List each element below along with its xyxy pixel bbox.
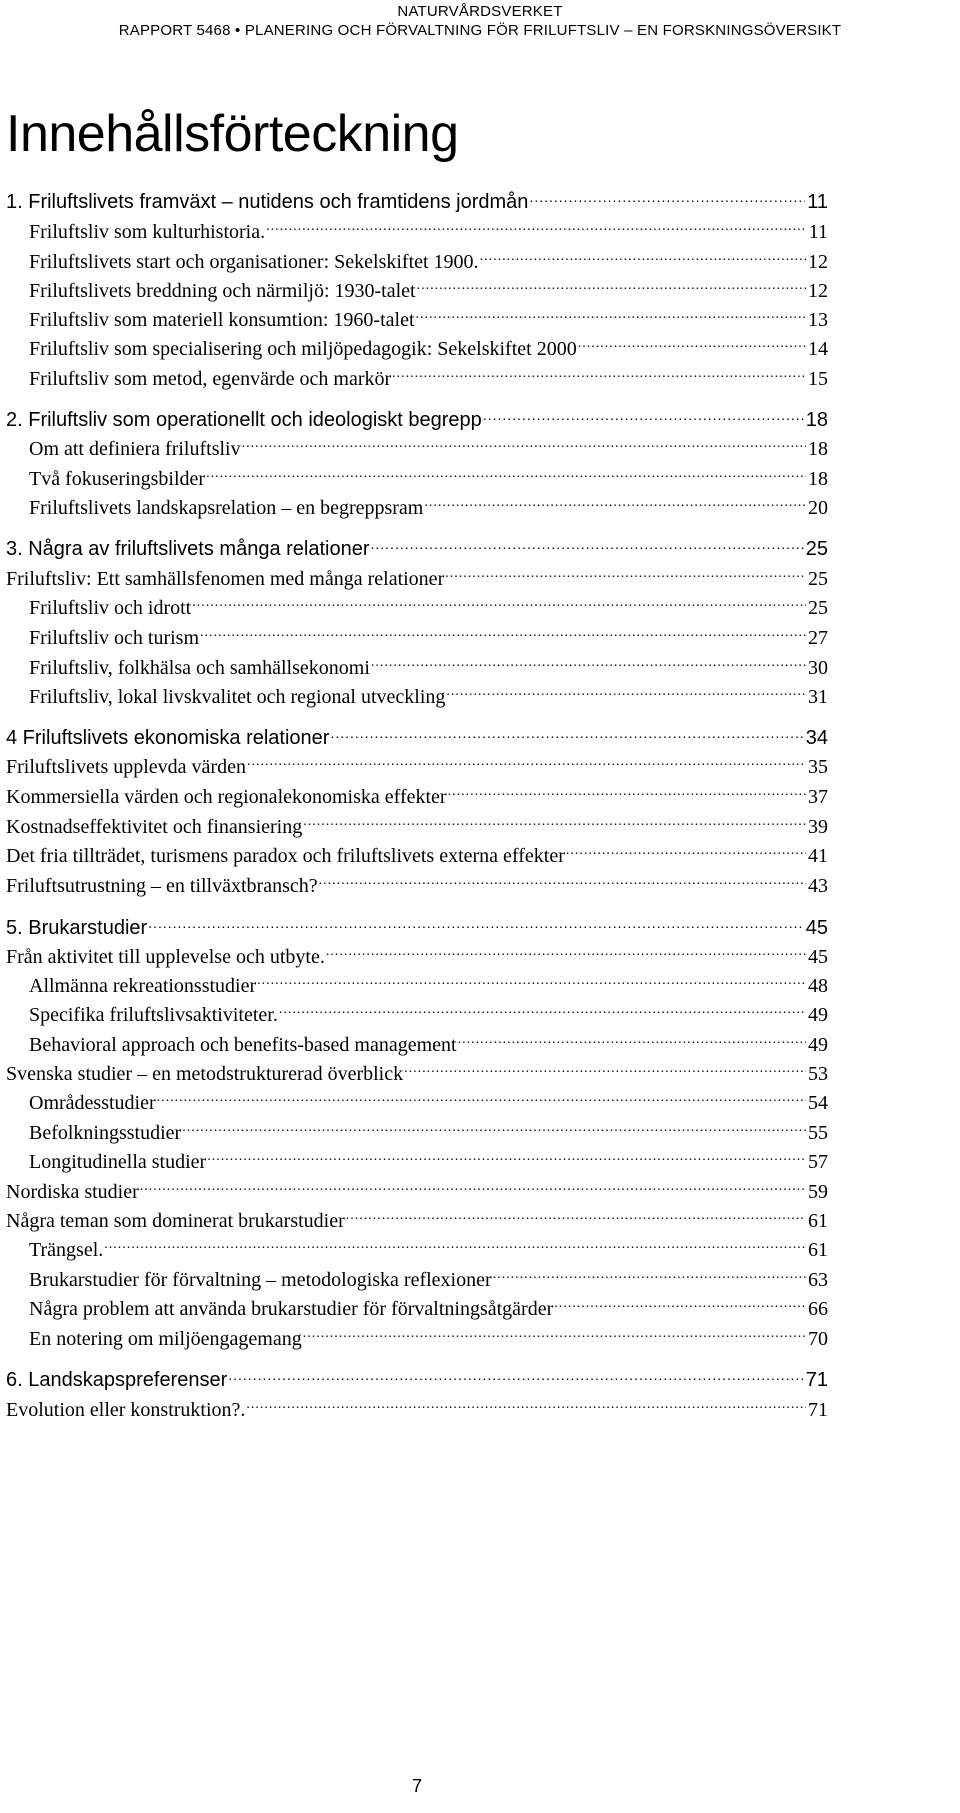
toc-entry-title: En notering om miljöengagemang xyxy=(29,1328,302,1350)
toc-dot-leader xyxy=(140,1177,806,1207)
toc-entry-page: 61 xyxy=(808,1210,828,1232)
toc-chapter-entry[interactable] xyxy=(6,534,828,564)
toc-entry-title: Friluftslivets start och organisationer: Sekelskiftet 1900. xyxy=(29,251,479,273)
toc-section-entry[interactable] xyxy=(29,682,828,712)
toc-entry-title: Från aktivitet till upplevelse och utbyte. xyxy=(6,946,325,968)
toc-dot-leader xyxy=(446,682,806,712)
toc-section-entry[interactable] xyxy=(29,434,828,464)
toc-section-entry[interactable] xyxy=(29,653,828,683)
toc-dot-leader xyxy=(445,564,806,594)
toc-section-entry[interactable] xyxy=(29,276,828,306)
toc-section-entry[interactable] xyxy=(29,1324,828,1354)
toc-section-entry[interactable] xyxy=(29,217,828,247)
toc-entry-page: 34 xyxy=(805,727,828,749)
toc-entry-title: Friluftsliv och turism xyxy=(29,627,199,649)
toc-dot-leader xyxy=(330,723,803,753)
toc-entry-page: 57 xyxy=(808,1151,828,1173)
toc-entry-title: Trängsel. xyxy=(29,1239,104,1261)
toc-dot-leader xyxy=(303,812,806,842)
toc-entry-title: Områdesstudier xyxy=(29,1092,156,1114)
toc-entry-title: Friluftsutrustning – en tillväxtbransch? xyxy=(6,875,318,897)
toc-section-entry[interactable] xyxy=(6,1206,828,1236)
toc-dot-leader xyxy=(480,247,806,277)
toc-entry-page: 14 xyxy=(808,338,828,360)
report-header: RAPPORT 5468 • PLANERING OCH FÖRVALTNING FÖR FRILUFTSLIV – EN FORSKNINGSÖVERSIKT xyxy=(118,22,842,39)
toc-entry-page: 66 xyxy=(808,1298,828,1320)
toc-entry-page: 41 xyxy=(808,845,828,867)
toc-entry-title: Friluftslivets upplevda värden xyxy=(6,756,246,778)
toc-entry-page: 45 xyxy=(805,917,828,939)
toc-entry-page: 25 xyxy=(805,538,828,560)
toc-entry-page: 18 xyxy=(805,409,828,431)
toc-section-entry[interactable] xyxy=(29,1235,828,1265)
toc-section-entry[interactable] xyxy=(6,1177,828,1207)
toc-chapter-entry[interactable] xyxy=(6,187,828,217)
toc-entry-title: 6. Landskapspreferenser xyxy=(6,1369,228,1391)
toc-entry-page: 25 xyxy=(808,568,828,590)
toc-entry-page: 20 xyxy=(808,497,828,519)
toc-entry-page: 27 xyxy=(808,627,828,649)
toc-entry-title: Befolkningsstudier xyxy=(29,1122,182,1144)
toc-dot-leader xyxy=(246,1395,806,1425)
toc-dot-leader xyxy=(157,1088,806,1118)
toc-section-entry[interactable] xyxy=(29,364,828,394)
toc-entry-page: 35 xyxy=(808,756,828,778)
toc-section-entry[interactable] xyxy=(6,782,828,812)
toc-entry-page: 11 xyxy=(807,191,828,213)
toc-dot-leader xyxy=(566,841,806,871)
toc-chapter-entry[interactable] xyxy=(6,913,828,943)
toc-entry-page: 11 xyxy=(808,221,828,243)
toc-entry-title: Nordiska studier xyxy=(6,1181,139,1203)
toc-entry-title: Brukarstudier för förvaltning – metodologiska reflexioner xyxy=(29,1269,492,1291)
toc-section-entry[interactable] xyxy=(29,1030,828,1060)
toc-entry-title: Friluftsliv som metod, egenvärde och markör xyxy=(29,368,392,390)
toc-dot-leader xyxy=(104,1235,806,1265)
toc-entry-title: Friluftsliv, folkhälsa och samhällsekonomi xyxy=(29,657,370,679)
toc-entry-page: 70 xyxy=(808,1328,828,1350)
toc-chapter-entry[interactable] xyxy=(6,1365,828,1395)
toc-entry-page: 39 xyxy=(808,816,828,838)
toc-section-entry[interactable] xyxy=(29,1294,828,1324)
toc-dot-leader xyxy=(148,913,804,943)
toc-entry-page: 61 xyxy=(808,1239,828,1261)
toc-dot-leader xyxy=(346,1206,806,1236)
toc-dot-leader xyxy=(207,1147,806,1177)
toc-dot-leader xyxy=(266,217,807,247)
toc-section-entry[interactable] xyxy=(29,493,828,523)
toc-section-entry[interactable] xyxy=(29,247,828,277)
toc-entry-title: 4 Friluftslivets ekonomiska relationer xyxy=(6,727,330,749)
toc-dot-leader xyxy=(424,493,806,523)
toc-entry-page: 71 xyxy=(805,1369,828,1391)
toc-entry-page: 49 xyxy=(808,1004,828,1026)
toc-dot-leader xyxy=(200,623,806,653)
toc-dot-leader xyxy=(242,434,806,464)
page-title: Innehållsförteckning xyxy=(6,105,459,163)
toc-dot-leader xyxy=(554,1294,806,1324)
toc-entry-page: 30 xyxy=(808,657,828,679)
toc-entry-title: 3. Några av friluftslivets många relationer xyxy=(6,538,370,560)
toc-section-entry[interactable] xyxy=(6,871,828,901)
toc-dot-leader xyxy=(371,534,804,564)
toc-dot-leader xyxy=(483,405,804,435)
toc-entry-page: 18 xyxy=(808,468,828,490)
toc-entry-page: 31 xyxy=(808,686,828,708)
toc-entry-page: 12 xyxy=(808,251,828,273)
toc-entry-title: Longitudinella studier xyxy=(29,1151,207,1173)
toc-entry-page: 12 xyxy=(808,280,828,302)
toc-entry-page: 59 xyxy=(808,1181,828,1203)
toc-entry-page: 54 xyxy=(808,1092,828,1114)
toc-dot-leader xyxy=(206,464,806,494)
toc-section-entry[interactable] xyxy=(6,841,828,871)
toc-entry-title: Friluftsliv: Ett samhällsfenomen med många relationer xyxy=(6,568,445,590)
toc-section-entry[interactable] xyxy=(6,1395,828,1425)
toc-entry-title: Friluftsliv och idrott xyxy=(29,597,192,619)
toc-chapter-entry[interactable] xyxy=(6,405,828,435)
toc-entry-title: Friluftsliv som kulturhistoria. xyxy=(29,221,266,243)
toc-dot-leader xyxy=(493,1265,806,1295)
toc-entry-page: 53 xyxy=(808,1063,828,1085)
toc-entry-title: 5. Brukarstudier xyxy=(6,917,148,939)
toc-entry-page: 45 xyxy=(808,946,828,968)
toc-entry-title: Svenska studier – en metodstrukturerad överblick xyxy=(6,1063,404,1085)
toc-dot-leader xyxy=(228,1365,804,1395)
toc-entry-title: Evolution eller konstruktion?. xyxy=(6,1399,246,1421)
toc-entry-title: Specifika friluftslivsaktiviteter. xyxy=(29,1004,278,1026)
toc-entry-page: 48 xyxy=(808,975,828,997)
toc-section-entry[interactable] xyxy=(29,305,828,335)
toc-dot-leader xyxy=(182,1118,806,1148)
toc-dot-leader xyxy=(404,1059,806,1089)
toc-entry-title: Det fria tillträdet, turismens paradox och friluftslivets externa effekter xyxy=(6,845,565,867)
toc-dot-leader xyxy=(371,653,806,683)
toc-section-entry[interactable] xyxy=(29,1088,828,1118)
toc-dot-leader xyxy=(247,752,806,782)
toc-section-entry[interactable] xyxy=(29,1000,828,1030)
toc-entry-title: Några problem att använda brukarstudier för förvaltningsåtgärder xyxy=(29,1298,554,1320)
toc-entry-page: 63 xyxy=(808,1269,828,1291)
toc-entry-page: 13 xyxy=(808,309,828,331)
toc-dot-leader xyxy=(448,782,806,812)
toc-section-entry[interactable] xyxy=(6,752,828,782)
toc-dot-leader xyxy=(529,187,805,217)
toc-section-entry[interactable] xyxy=(29,1118,828,1148)
toc-section-entry[interactable] xyxy=(29,1147,828,1177)
toc-entry-title: 2. Friluftsliv som operationellt och ideologiskt begrepp xyxy=(6,409,482,431)
toc-entry-page: 55 xyxy=(808,1122,828,1144)
toc-dot-leader xyxy=(279,1000,806,1030)
toc-entry-title: Om att definiera friluftsliv xyxy=(29,438,241,460)
toc-section-entry[interactable] xyxy=(29,593,828,623)
toc-section-entry[interactable] xyxy=(29,334,828,364)
toc-entry-title: Friluftsliv, lokal livskvalitet och regional utveckling xyxy=(29,686,446,708)
toc-entry-page: 43 xyxy=(808,875,828,897)
toc-entry-title: Friluftsliv som materiell konsumtion: 1960-talet xyxy=(29,309,415,331)
toc-dot-leader xyxy=(416,305,806,335)
toc-section-entry[interactable] xyxy=(29,971,828,1001)
toc-entry-title: Friluftslivets landskapsrelation – en begreppsram xyxy=(29,497,424,519)
toc-entry-title: 1. Friluftslivets framväxt – nutidens och framtidens jordmån xyxy=(6,191,529,213)
toc-section-entry[interactable] xyxy=(6,564,828,594)
toc-dot-leader xyxy=(578,334,806,364)
toc-section-entry[interactable] xyxy=(6,812,828,842)
toc-dot-leader xyxy=(392,364,806,394)
toc-section-entry[interactable] xyxy=(29,464,828,494)
toc-entry-page: 25 xyxy=(808,597,828,619)
toc-entry-title: Allmänna rekreationsstudier xyxy=(29,975,257,997)
toc-dot-leader xyxy=(319,871,806,901)
toc-dot-leader xyxy=(192,593,806,623)
toc-chapter-entry[interactable] xyxy=(6,723,828,753)
toc-section-entry[interactable] xyxy=(6,942,828,972)
toc-entry-title: Några teman som dominerat brukarstudier xyxy=(6,1210,345,1232)
toc-entry-page: 49 xyxy=(808,1034,828,1056)
toc-section-entry[interactable] xyxy=(29,1265,828,1295)
toc-entry-title: Behavioral approach och benefits-based management xyxy=(29,1034,457,1056)
toc-dot-leader xyxy=(458,1030,806,1060)
toc-dot-leader xyxy=(417,276,806,306)
toc-dot-leader xyxy=(257,971,806,1001)
toc-entry-title: Kommersiella värden och regionalekonomiska effekter xyxy=(6,786,447,808)
toc-section-entry[interactable] xyxy=(29,623,828,653)
toc-entry-title: Kostnadseffektivitet och finansiering xyxy=(6,816,303,838)
page-number: 7 xyxy=(411,1776,422,1796)
toc-entry-page: 15 xyxy=(808,368,828,390)
toc-entry-page: 71 xyxy=(808,1399,828,1421)
toc-dot-leader xyxy=(303,1324,806,1354)
toc-entry-title: Friluftslivets breddning och närmiljö: 1930-talet xyxy=(29,280,416,302)
agency-header: NATURVÅRDSVERKET xyxy=(397,3,563,20)
toc-entry-page: 37 xyxy=(808,786,828,808)
toc-entry-title: Två fokuseringsbilder xyxy=(29,468,206,490)
toc-entry-page: 18 xyxy=(808,438,828,460)
toc-dot-leader xyxy=(326,942,806,972)
toc-entry-title: Friluftsliv som specialisering och miljöpedagogik: Sekelskiftet 2000 xyxy=(29,338,577,360)
toc-section-entry[interactable] xyxy=(6,1059,828,1089)
